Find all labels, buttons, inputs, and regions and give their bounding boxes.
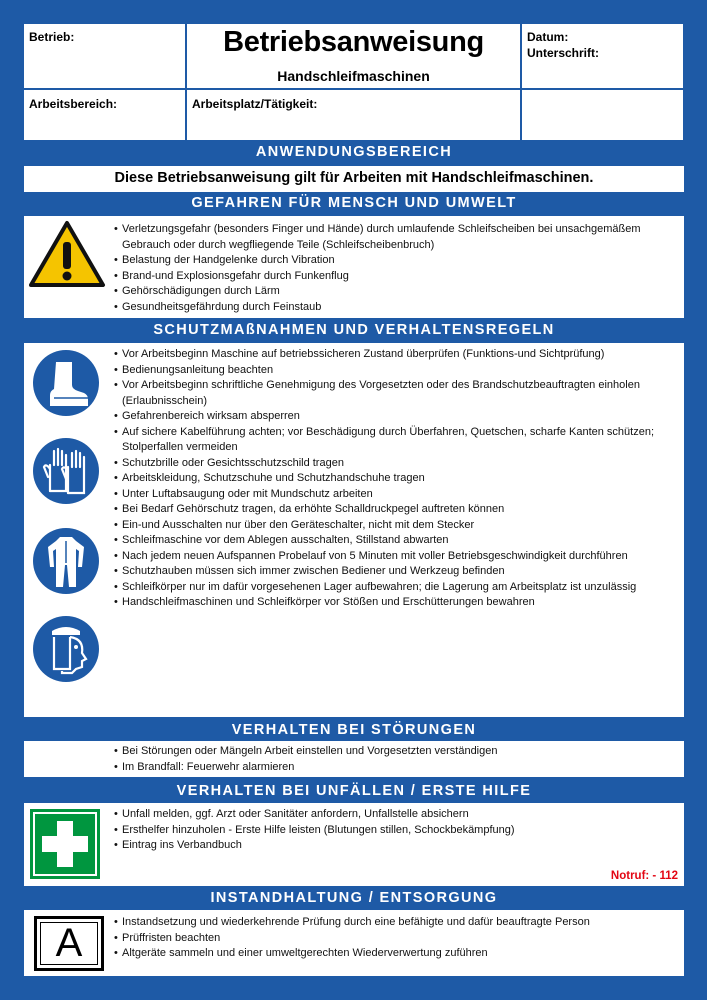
list-item: • Unter Luftabsaugung oder mit Mundschutz arbeiten	[114, 487, 679, 503]
list-item: • Ersthelfer hinzuholen - Erste Hilfe leisten (Blutungen stillen, Schockbekämpfung)	[114, 823, 679, 839]
list-item: • Verletzungsgefahr (besonders Finger und Hände) durch umlaufende Schleifscheiben bei unsachgemäßem Gebrauch oder durch wegfliegende Teile (Schleifscheibenbruch)	[114, 222, 679, 253]
header-arbeitsbereich-cell	[24, 90, 185, 140]
list-item: • Auf sichere Kabelführung achten; vor Beschädigung durch Überfahren, Quetschen, scharfe Kanten schützen; Stolperfallen vermeiden	[114, 425, 679, 456]
list-item: • Nach jedem neuen Aufspannen Probelauf von 5 Minuten mit voller Betriebsgeschwindigkeit durchführen	[114, 549, 679, 565]
disposal-letter-icon	[34, 916, 104, 971]
betrieb-label: Betrieb:	[29, 30, 75, 44]
protective-suit-icon	[32, 527, 100, 595]
anwendungsbereich-text: Diese Betriebsanweisung gilt für Arbeiten mit Handschleifmaschinen.	[114, 170, 594, 186]
safety-gloves-icon	[32, 437, 100, 505]
list-item: • Vor Arbeitsbeginn Maschine auf betriebssicheren Zustand überprüfen (Funktions-und Sichtprüfung)	[114, 347, 679, 363]
safety-boot-icon	[32, 349, 100, 417]
unfaelle-box	[24, 803, 684, 886]
section-heading-anwendungsbereich: ANWENDUNGSBEREICH	[255, 144, 453, 160]
gefahren-box	[24, 216, 684, 318]
unfaelle-list	[114, 807, 679, 854]
notruf-number: Notruf: - 112	[610, 870, 678, 882]
anwendungsbereich-box	[24, 166, 684, 192]
gefahren-list	[114, 222, 679, 315]
list-item: • Bedienungsanleitung beachten	[114, 363, 679, 379]
list-item: • Brand-und Explosionsgefahr durch Funkenflug	[114, 269, 679, 285]
warning-triangle-icon	[28, 220, 106, 288]
header-betrieb-cell	[24, 24, 185, 88]
list-item: • Schleifmaschine vor dem Ablegen ausschalten, Stillstand abwarten	[114, 533, 679, 549]
list-item: • Gefahrenbereich wirksam absperren	[114, 409, 679, 425]
header-arbeitsplatz-cell	[187, 90, 520, 140]
disposal-letter: A	[55, 921, 83, 965]
face-shield-icon	[32, 615, 100, 683]
list-item: • Bei Störungen oder Mängeln Arbeit einstellen und Vorgesetzten verständigen	[114, 744, 679, 760]
section-heading-instandhaltung: INSTANDHALTUNG / ENTSORGUNG	[210, 890, 498, 906]
list-item: • Ein-und Ausschalten nur über den Geräteschalter, nicht mit dem Stecker	[114, 518, 679, 534]
page-subtitle: Handschleifmaschinen	[277, 68, 430, 84]
list-item: • Handschleifmaschinen und Schleifkörper vor Stößen und Erschütterungen bewahren	[114, 595, 679, 611]
unterschrift-label: Unterschrift:	[527, 46, 600, 60]
header-datum-cell	[522, 24, 683, 88]
header-title-cell	[187, 24, 520, 88]
datum-label: Datum:	[527, 30, 569, 44]
list-item: • Unfall melden, ggf. Arzt oder Sanitäter anfordern, Unfallstelle absichern	[114, 807, 679, 823]
list-item: • Belastung der Handgelenke durch Vibration	[114, 253, 679, 269]
instandhaltung-list	[114, 915, 679, 962]
section-heading-schutzmassnahmen: SCHUTZMAßNAHMEN UND VERHALTENSREGELN	[153, 322, 555, 338]
arbeitsbereich-label: Arbeitsbereich:	[29, 97, 118, 111]
section-heading-unfaelle: VERHALTEN BEI UNFÄLLEN / ERSTE HILFE	[176, 783, 532, 799]
list-item: • Schleifkörper nur im dafür vorgesehenen Lager aufbewahren; die Lagerung am Arbeitsplatz ist unzulässig	[114, 580, 679, 596]
list-item: • Gehörschädigungen durch Lärm	[114, 284, 679, 300]
list-item: • Altgeräte sammeln und einer umweltgerechten Wiederverwertung zuführen	[114, 946, 679, 962]
list-item: • Eintrag ins Verbandbuch	[114, 838, 679, 854]
stoerungen-box	[24, 741, 684, 777]
section-heading-gefahren: GEFAHREN FÜR MENSCH UND UMWELT	[191, 195, 517, 211]
list-item: • Schutzbrille oder Gesichtsschutzschild tragen	[114, 456, 679, 472]
first-aid-cross-icon	[30, 809, 100, 879]
list-item: • Arbeitskleidung, Schutzschuhe und Schutzhandschuhe tragen	[114, 471, 679, 487]
list-item: • Gesundheitsgefährdung durch Feinstaub	[114, 300, 679, 316]
list-item: • Im Brandfall: Feuerwehr alarmieren	[114, 760, 679, 776]
stoerungen-list	[114, 744, 679, 775]
page-title: Betriebsanweisung	[223, 26, 484, 58]
list-item: • Prüffristen beachten	[114, 931, 679, 947]
schutz-box	[24, 343, 684, 717]
schutz-list	[114, 347, 679, 611]
arbeitsplatz-label: Arbeitsplatz/Tätigkeit:	[192, 97, 318, 111]
list-item: • Vor Arbeitsbeginn schriftliche Genehmigung des Vorgesetzten oder des Brandschutzbeauftragten einholen (Erlaubnisschein)	[114, 378, 679, 409]
header-empty-cell	[522, 90, 683, 140]
instandhaltung-box	[24, 910, 684, 976]
list-item: • Bei Bedarf Gehörschutz tragen, da erhöhte Schalldruckpegel auftreten können	[114, 502, 679, 518]
list-item: • Instandsetzung und wiederkehrende Prüfung durch eine befähigte und dafür beauftragte Person	[114, 915, 679, 931]
section-heading-stoerungen: VERHALTEN BEI STÖRUNGEN	[231, 722, 477, 738]
list-item: • Schutzhauben müssen sich immer zwischen Bediener und Werkzeug befinden	[114, 564, 679, 580]
